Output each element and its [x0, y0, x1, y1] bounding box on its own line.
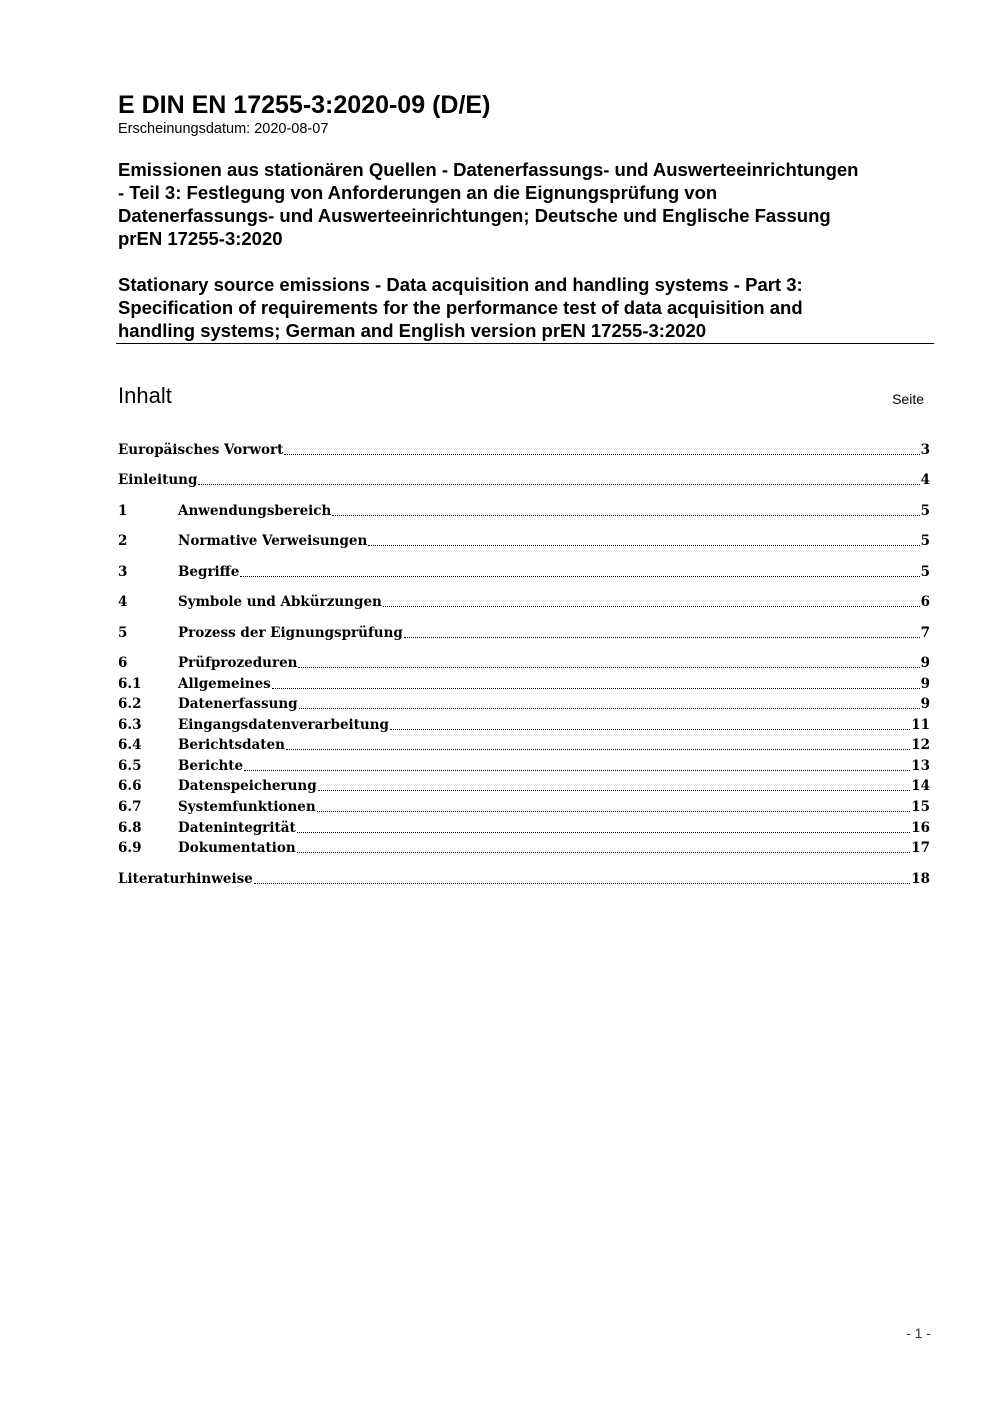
toc-entry-label: Eingangsdatenverarbeitung	[178, 717, 389, 733]
toc-entry-number: 6.2	[118, 696, 142, 712]
page-number: - 1 -	[906, 1325, 931, 1341]
toc-dot-leader	[272, 687, 920, 689]
toc-entry-page: 6	[920, 594, 930, 610]
toc-entry-label: Begriffe	[178, 564, 240, 580]
toc-entry-label: Datenintegrität	[178, 820, 296, 836]
toc-entry[interactable]	[118, 838, 930, 858]
toc-entry-page: 14	[911, 778, 930, 794]
toc-entry[interactable]	[118, 592, 930, 612]
toc-dot-leader	[286, 748, 910, 750]
toc-entry[interactable]	[118, 694, 930, 714]
toc-entry-page: 5	[920, 503, 930, 519]
toc-entry[interactable]	[118, 869, 930, 889]
toc-entry[interactable]	[118, 531, 930, 551]
toc-entry-number: 6.1	[118, 676, 142, 692]
toc-entry-number: 6	[118, 655, 128, 671]
toc-entry-number: 6.5	[118, 758, 142, 774]
toc-dot-leader	[390, 728, 910, 730]
toc-entry-number: 5	[118, 625, 128, 641]
toc-entry-page: 11	[911, 717, 930, 733]
toc-dot-leader	[404, 636, 920, 638]
toc-entry-label: Symbole und Abkürzungen	[178, 594, 382, 610]
toc-heading: Inhalt	[118, 383, 172, 408]
toc-entry-number: 6.3	[118, 717, 142, 733]
toc-entry-label: Europäisches Vorwort	[118, 442, 284, 458]
toc-entry-page: 15	[911, 799, 930, 815]
toc-entry-page: 17	[911, 840, 930, 856]
toc-entry-label: Datenspeicherung	[178, 778, 317, 794]
toc-entry-page: 5	[920, 533, 930, 549]
toc-entry-number: 2	[118, 533, 128, 549]
toc-entry-number: 6.9	[118, 840, 142, 856]
toc-dot-leader	[284, 453, 919, 455]
toc-entry-number: 6.8	[118, 820, 142, 836]
toc-entry[interactable]	[118, 623, 930, 643]
toc-entry[interactable]	[118, 470, 930, 490]
toc-entry[interactable]	[118, 653, 930, 673]
toc-entry-number: 6.6	[118, 778, 142, 794]
title-german-line: Datenerfassungs- und Auswerteeinrichtungen; Deutsche und Englische Fassung	[118, 205, 831, 226]
toc-entry[interactable]	[118, 501, 930, 521]
title-english-line: Stationary source emissions - Data acquisition and handling systems - Part 3:	[118, 274, 803, 295]
toc-dot-leader	[368, 544, 919, 546]
toc-entry[interactable]	[118, 776, 930, 796]
title-english-line: handling systems; German and English version prEN 17255-3:2020	[118, 320, 707, 341]
toc-entry[interactable]	[118, 818, 930, 838]
toc-entry[interactable]	[118, 674, 930, 694]
toc-entry[interactable]	[118, 440, 930, 460]
title-german-line: - Teil 3: Festlegung von Anforderungen an die Eignungsprüfung von	[118, 182, 718, 203]
toc-entry[interactable]	[118, 562, 930, 582]
toc-entry[interactable]	[118, 735, 930, 755]
toc-dot-leader	[299, 707, 920, 709]
toc-dot-leader	[317, 810, 911, 812]
toc-entry-page: 9	[920, 696, 930, 712]
toc-dot-leader	[297, 831, 910, 833]
toc-entry-page: 3	[920, 442, 930, 458]
title-german-line: prEN 17255-3:2020	[118, 228, 283, 249]
toc-entry-label: Systemfunktionen	[178, 799, 316, 815]
toc-entry-page: 18	[911, 871, 930, 887]
toc-entry[interactable]	[118, 797, 930, 817]
title-english	[118, 273, 934, 342]
toc-dot-leader	[383, 605, 920, 607]
toc-entry-label: Prüfprozeduren	[178, 655, 298, 671]
toc-entry[interactable]	[118, 715, 930, 735]
toc-dot-leader	[318, 789, 911, 791]
publication-date: Erscheinungsdatum: 2020-08-07	[118, 121, 329, 137]
toc-entry-page: 16	[911, 820, 930, 836]
toc-entry-page: 5	[920, 564, 930, 580]
toc-dot-leader	[240, 575, 919, 577]
toc-entry-label: Normative Verweisungen	[178, 533, 368, 549]
title-german-line: Emissionen aus stationären Quellen - Datenerfassungs- und Auswerteeinrichtungen	[118, 159, 859, 180]
toc-entry-label: Prozess der Eignungsprüfung	[178, 625, 403, 641]
toc-dot-leader	[332, 514, 919, 516]
toc-entry-label: Dokumentation	[178, 840, 296, 856]
toc-page-column-label: Seite	[892, 391, 924, 407]
toc-entry-page: 9	[920, 655, 930, 671]
toc-entry-label: Einleitung	[118, 472, 198, 488]
toc-entry-page: 9	[920, 676, 930, 692]
toc-dot-leader	[198, 483, 919, 485]
toc-entry-label: Berichtsdaten	[178, 737, 285, 753]
toc-entry-number: 6.4	[118, 737, 142, 753]
toc-entry-label: Datenerfassung	[178, 696, 298, 712]
toc-entry-label: Literaturhinweise	[118, 871, 253, 887]
toc-entry-page: 7	[920, 625, 930, 641]
toc-entry-number: 1	[118, 503, 128, 519]
toc-entry-number: 4	[118, 594, 128, 610]
toc-dot-leader	[298, 666, 919, 668]
toc-entry-page: 12	[911, 737, 930, 753]
toc-entry-label: Allgemeines	[178, 676, 271, 692]
toc-entry[interactable]	[118, 756, 930, 776]
title-german	[118, 158, 934, 250]
document-id: E DIN EN 17255-3:2020-09 (D/E)	[118, 91, 491, 119]
toc-dot-leader	[244, 769, 910, 771]
header-divider	[116, 343, 934, 344]
toc-dot-leader	[297, 851, 910, 853]
title-english-line: Specification of requirements for the performance test of data acquisition and	[118, 297, 803, 318]
toc-entry-page: 4	[920, 472, 930, 488]
toc-dot-leader	[254, 882, 910, 884]
toc-entry-number: 6.7	[118, 799, 142, 815]
toc-entry-page: 13	[911, 758, 930, 774]
toc-entry-number: 3	[118, 564, 128, 580]
toc-entry-label: Anwendungsbereich	[178, 503, 332, 519]
toc-entry-label: Berichte	[178, 758, 244, 774]
